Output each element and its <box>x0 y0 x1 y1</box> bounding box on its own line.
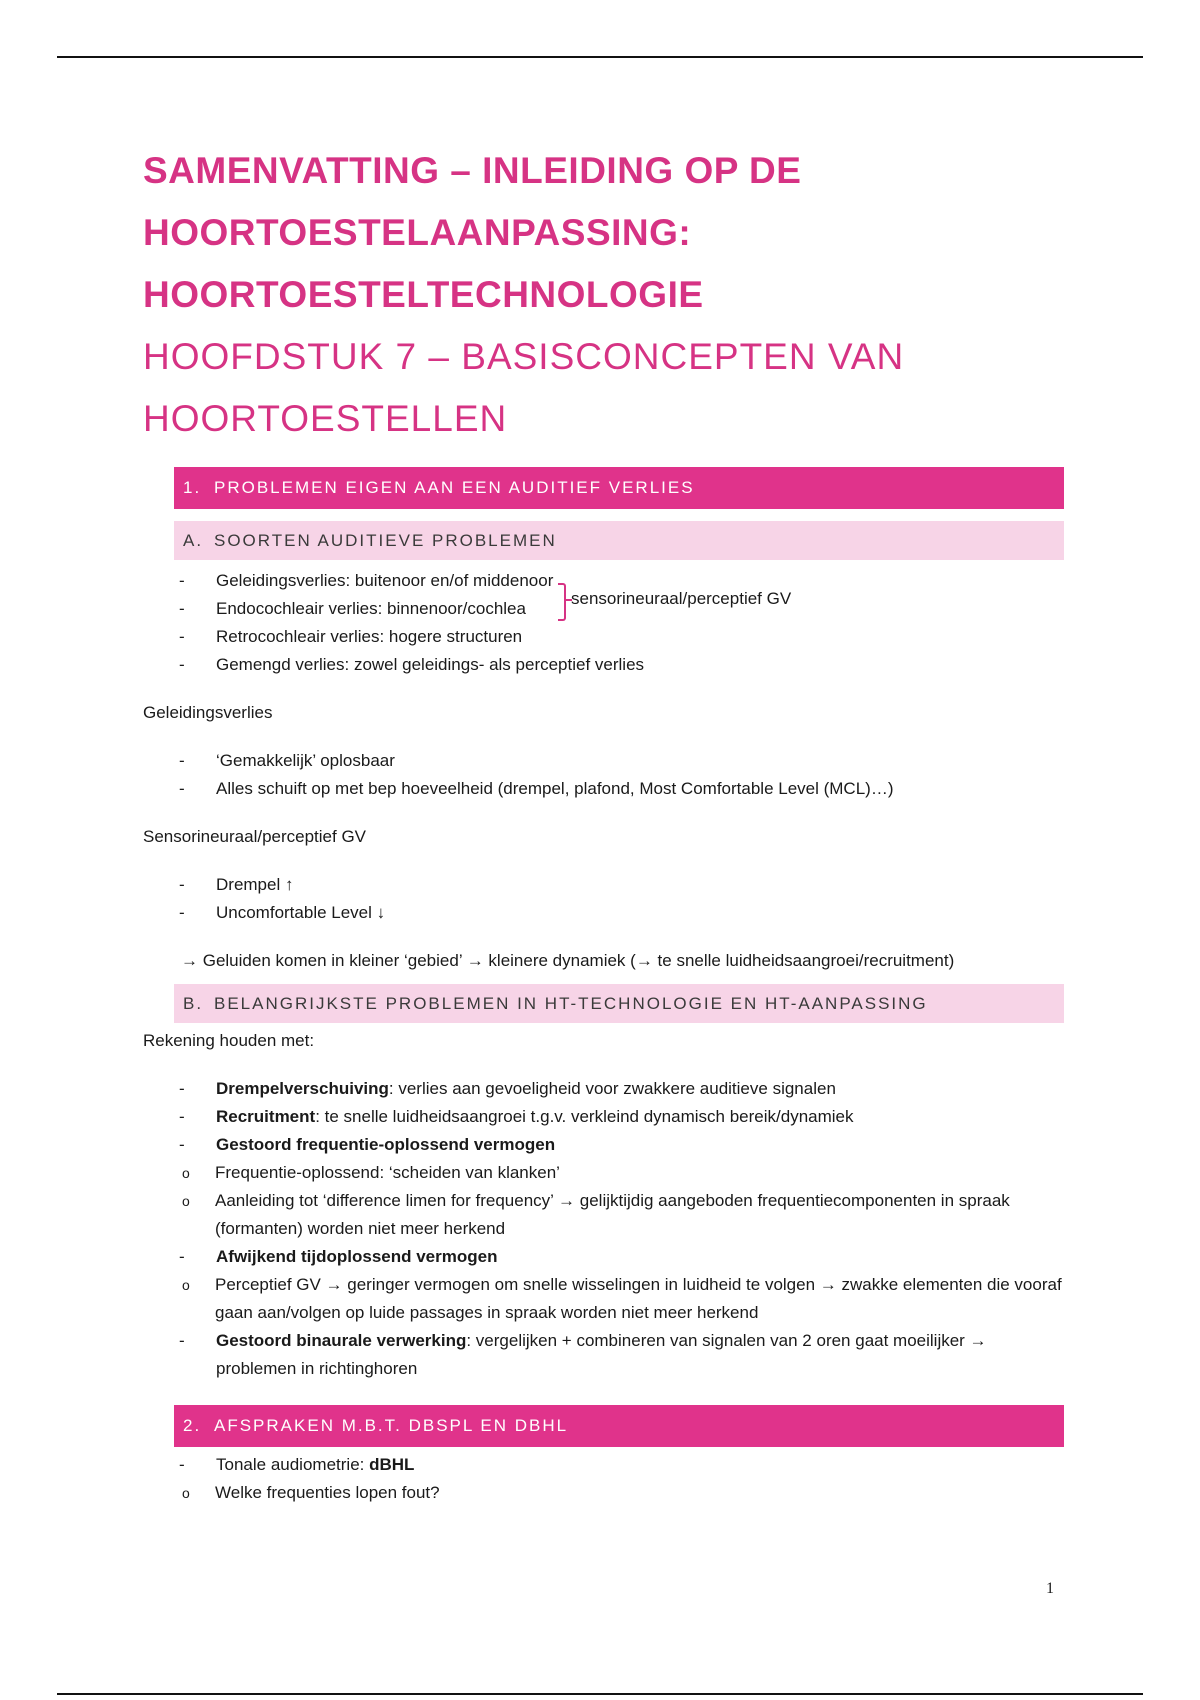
loss-types-list-wrap <box>143 567 1063 679</box>
grouping-bracket <box>558 583 566 621</box>
list-item <box>143 1243 1063 1327</box>
list-item: - Drempel ↑ <box>143 871 1063 899</box>
sub-list-item: o Welke frequenties lopen fout? <box>143 1479 1063 1507</box>
list-item <box>143 1131 1063 1243</box>
term: Drempelverschuiving <box>216 1079 389 1098</box>
paragraph-sensorineuraal: Sensorineuraal/perceptief GV <box>143 827 367 846</box>
definition: : verlies aan gevoeligheid voor zwakkere auditieve signalen <box>388 1079 836 1098</box>
sub-list-item: o Aanleiding tot ‘difference limen for frequency’ → gelijktijdig aangeboden frequentiecomponenten in spraak (formanten) worden niet meer herkend <box>143 1187 1063 1243</box>
bracket-label: sensorineuraal/perceptief GV <box>571 589 792 608</box>
list-item <box>143 1103 1063 1131</box>
list-item: - Uncomfortable Level ↓ <box>143 899 1063 927</box>
chapter-title-line-1: HOOFDSTUK 7 – BASISCONCEPTEN VAN <box>143 336 905 377</box>
bottom-rule <box>57 1693 1143 1695</box>
item-text: Tonale audiometrie: <box>216 1455 370 1474</box>
subsection-a-letter: A. <box>183 530 204 550</box>
subsection-a-heading <box>174 521 1064 560</box>
sub-list <box>143 1159 1063 1243</box>
section-2-heading <box>174 1405 1064 1447</box>
arrow-conclusion: → Geluiden komen in kleiner ‘gebied’ → kleinere dynamiek (→ te snelle luidheidsaangroei/recruitment) <box>181 951 955 970</box>
sub-list-item: o Frequentie-oplossend: ‘scheiden van klanken’ <box>143 1159 1063 1187</box>
paragraph-geleidingsverlies: Geleidingsverlies <box>143 703 273 722</box>
section-2-heading-text: AFSPRAKEN M.B.T. DBSPL EN DBHL <box>214 1416 569 1435</box>
problems-list <box>143 1075 1063 1383</box>
document-body <box>143 140 1063 1507</box>
list-item: - Geleidingsverlies: buitenoor en/of middenoor <box>143 567 1063 595</box>
list-item: - Alles schuift op met bep hoeveelheid (drempel, plafond, Most Comfortable Level (MCL)…) <box>143 775 1063 803</box>
section-1-heading <box>174 467 1064 509</box>
sub-list-item: o Perceptief GV → geringer vermogen om snelle wisselingen in luidheid te volgen → zwakke elementen die vooraf gaan aan/volgen op luide passages in spraak worden niet meer herkend <box>143 1271 1063 1327</box>
geleidingsverlies-list <box>143 747 1063 803</box>
doc-title-line-2: HOORTOESTELAANPASSING: <box>143 212 692 253</box>
term: Gestoord frequentie-oplossend vermogen <box>216 1135 556 1154</box>
section-2-number: 2. <box>183 1416 202 1435</box>
definition: : vergelijken + combineren van signalen van 2 oren gaat moeilijker → problemen in richtinghoren <box>216 1331 987 1378</box>
definition: : te snelle luidheidsaangroei t.g.v. verkleind dynamisch bereik/dynamiek <box>315 1107 854 1126</box>
sub-list <box>143 1271 1063 1327</box>
term: Recruitment <box>216 1107 316 1126</box>
paragraph-rekening: Rekening houden met: <box>143 1031 315 1050</box>
page-number: 1 <box>1046 1580 1054 1597</box>
subsection-a-heading-text: SOORTEN AUDITIEVE PROBLEMEN <box>214 530 557 550</box>
section-1-number: 1. <box>183 478 202 497</box>
loss-types-list <box>143 567 1063 679</box>
subsection-b-letter: B. <box>183 993 204 1013</box>
doc-title-line-1: SAMENVATTING – INLEIDING OP DE <box>143 150 802 191</box>
term: Afwijkend tijdoplossend vermogen <box>216 1247 498 1266</box>
list-item <box>143 1451 1063 1507</box>
audiometry-list <box>143 1451 1063 1507</box>
list-item <box>143 1075 1063 1103</box>
top-rule <box>57 56 1143 58</box>
list-item <box>143 1327 1063 1383</box>
sensorineuraal-list <box>143 871 1063 927</box>
chapter-title-line-2: HOORTOESTELLEN <box>143 398 508 439</box>
subsection-b-heading-text: BELANGRIJKSTE PROBLEMEN IN HT-TECHNOLOGIE EN HT-AANPASSING <box>214 993 928 1013</box>
subsection-b-heading <box>174 984 1064 1023</box>
list-item: - Endocochleair verlies: binnenoor/cochlea <box>143 595 1063 623</box>
term: Gestoord binaurale verwerking <box>216 1331 467 1350</box>
sub-list <box>143 1479 1063 1507</box>
list-item: - ‘Gemakkelijk’ oplosbaar <box>143 747 1063 775</box>
list-item: - Retrocochleair verlies: hogere structuren <box>143 623 1063 651</box>
doc-title-line-3: HOORTOESTELTECHNOLOGIE <box>143 274 704 315</box>
section-1-heading-text: PROBLEMEN EIGEN AAN EEN AUDITIEF VERLIES <box>214 478 695 497</box>
list-item: - Gemengd verlies: zowel geleidings- als perceptief verlies <box>143 651 1063 679</box>
term: dBHL <box>369 1455 415 1474</box>
